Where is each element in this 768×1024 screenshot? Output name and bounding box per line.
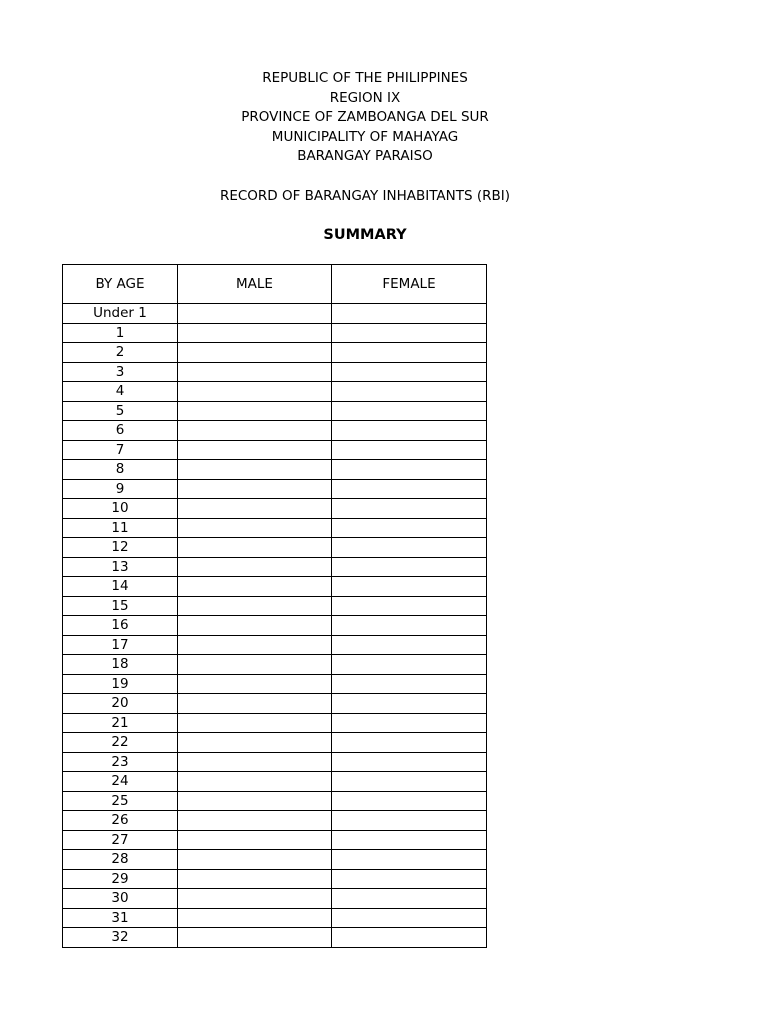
table-row xyxy=(63,830,487,850)
header-line-province: PROVINCE OF ZAMBOANGA DEL SUR xyxy=(241,109,489,125)
male-count-cell[interactable] xyxy=(178,811,332,831)
table-row xyxy=(63,811,487,831)
age-cell: 12 xyxy=(63,538,178,558)
table-row xyxy=(63,616,487,636)
age-cell: Under 1 xyxy=(63,304,178,324)
table-row xyxy=(63,889,487,909)
female-count-cell[interactable] xyxy=(332,635,487,655)
header-line-republic: REPUBLIC OF THE PHILIPPINES xyxy=(262,70,468,86)
age-cell: 29 xyxy=(63,869,178,889)
male-count-cell[interactable] xyxy=(178,908,332,928)
table-row xyxy=(63,791,487,811)
male-count-cell[interactable] xyxy=(178,343,332,363)
male-count-cell[interactable] xyxy=(178,674,332,694)
female-count-cell[interactable] xyxy=(332,889,487,909)
age-cell: 14 xyxy=(63,577,178,597)
female-count-cell[interactable] xyxy=(332,811,487,831)
column-header-female: FEMALE xyxy=(332,265,487,304)
female-count-cell[interactable] xyxy=(332,401,487,421)
female-count-cell[interactable] xyxy=(332,538,487,558)
female-count-cell[interactable] xyxy=(332,557,487,577)
female-count-cell[interactable] xyxy=(332,908,487,928)
male-count-cell[interactable] xyxy=(178,382,332,402)
table-row xyxy=(63,655,487,675)
age-cell: 22 xyxy=(63,733,178,753)
table-row xyxy=(63,752,487,772)
column-header-by-age: BY AGE xyxy=(63,265,178,304)
age-cell: 11 xyxy=(63,518,178,538)
male-count-cell[interactable] xyxy=(178,479,332,499)
header-line-municipality: MUNICIPALITY OF MAHAYAG xyxy=(271,128,459,145)
female-count-cell[interactable] xyxy=(332,460,487,480)
female-count-cell[interactable] xyxy=(332,791,487,811)
female-count-cell[interactable] xyxy=(332,733,487,753)
female-count-cell[interactable] xyxy=(332,850,487,870)
summary-table xyxy=(62,264,487,948)
male-count-cell[interactable] xyxy=(178,733,332,753)
table-row xyxy=(63,518,487,538)
age-cell: 19 xyxy=(63,674,178,694)
male-count-cell[interactable] xyxy=(178,304,332,324)
male-count-cell[interactable] xyxy=(178,557,332,577)
table-row xyxy=(63,421,487,441)
female-count-cell[interactable] xyxy=(332,694,487,714)
table-header-row xyxy=(63,265,487,304)
age-cell: 9 xyxy=(63,479,178,499)
summary-title: SUMMARY xyxy=(323,227,407,243)
age-cell: 30 xyxy=(63,889,178,909)
age-cell: 20 xyxy=(63,694,178,714)
male-count-cell[interactable] xyxy=(178,928,332,948)
age-cell: 10 xyxy=(63,499,178,519)
age-cell: 15 xyxy=(63,596,178,616)
male-count-cell[interactable] xyxy=(178,460,332,480)
table-row xyxy=(63,694,487,714)
age-cell: 21 xyxy=(63,713,178,733)
age-cell: 28 xyxy=(63,850,178,870)
male-count-cell[interactable] xyxy=(178,850,332,870)
female-count-cell[interactable] xyxy=(332,362,487,382)
age-cell: 24 xyxy=(63,772,178,792)
male-count-cell[interactable] xyxy=(178,421,332,441)
age-cell: 3 xyxy=(63,362,178,382)
female-count-cell[interactable] xyxy=(332,869,487,889)
age-cell: 13 xyxy=(63,557,178,577)
age-cell: 16 xyxy=(63,616,178,636)
table-row xyxy=(63,850,487,870)
female-count-cell[interactable] xyxy=(332,421,487,441)
age-cell: 23 xyxy=(63,752,178,772)
table-row xyxy=(63,479,487,499)
female-count-cell[interactable] xyxy=(332,616,487,636)
age-cell: 6 xyxy=(63,421,178,441)
male-count-cell[interactable] xyxy=(178,518,332,538)
age-cell: 7 xyxy=(63,440,178,460)
female-count-cell[interactable] xyxy=(332,596,487,616)
female-count-cell[interactable] xyxy=(332,713,487,733)
female-count-cell[interactable] xyxy=(332,655,487,675)
table-row xyxy=(63,499,487,519)
male-count-cell[interactable] xyxy=(178,323,332,343)
age-cell: 31 xyxy=(63,908,178,928)
age-cell: 1 xyxy=(63,323,178,343)
male-count-cell[interactable] xyxy=(178,694,332,714)
age-cell: 27 xyxy=(63,830,178,850)
male-count-cell[interactable] xyxy=(178,655,332,675)
age-cell: 18 xyxy=(63,655,178,675)
table-row xyxy=(63,362,487,382)
table-row xyxy=(63,772,487,792)
header-line-region: REGION IX xyxy=(329,89,401,106)
age-cell: 17 xyxy=(63,635,178,655)
table-row xyxy=(63,304,487,324)
male-count-cell[interactable] xyxy=(178,596,332,616)
male-count-cell[interactable] xyxy=(178,362,332,382)
age-cell: 26 xyxy=(63,811,178,831)
table-row xyxy=(63,557,487,577)
male-count-cell[interactable] xyxy=(178,577,332,597)
male-count-cell[interactable] xyxy=(178,616,332,636)
male-count-cell[interactable] xyxy=(178,401,332,421)
male-count-cell[interactable] xyxy=(178,752,332,772)
male-count-cell[interactable] xyxy=(178,635,332,655)
female-count-cell[interactable] xyxy=(332,830,487,850)
table-row xyxy=(63,401,487,421)
male-count-cell[interactable] xyxy=(178,538,332,558)
male-count-cell[interactable] xyxy=(178,869,332,889)
header-line-barangay: BARANGAY PARAISO xyxy=(297,148,433,164)
female-count-cell[interactable] xyxy=(332,440,487,460)
summary-table-body xyxy=(63,304,487,948)
table-row xyxy=(63,908,487,928)
table-row xyxy=(63,928,487,948)
table-row xyxy=(63,733,487,753)
age-cell: 8 xyxy=(63,460,178,480)
document-header xyxy=(0,69,730,167)
female-count-cell[interactable] xyxy=(332,518,487,538)
female-count-cell[interactable] xyxy=(332,577,487,597)
female-count-cell[interactable] xyxy=(332,772,487,792)
table-row xyxy=(63,713,487,733)
female-count-cell[interactable] xyxy=(332,304,487,324)
female-count-cell[interactable] xyxy=(332,928,487,948)
male-count-cell[interactable] xyxy=(178,499,332,519)
female-count-cell[interactable] xyxy=(332,479,487,499)
table-row xyxy=(63,596,487,616)
table-row xyxy=(63,674,487,694)
male-count-cell[interactable] xyxy=(178,889,332,909)
table-row xyxy=(63,440,487,460)
table-row xyxy=(63,538,487,558)
male-count-cell[interactable] xyxy=(178,830,332,850)
age-cell: 32 xyxy=(63,928,178,948)
male-count-cell[interactable] xyxy=(178,713,332,733)
male-count-cell[interactable] xyxy=(178,440,332,460)
female-count-cell[interactable] xyxy=(332,343,487,363)
table-row xyxy=(63,460,487,480)
age-cell: 25 xyxy=(63,791,178,811)
table-row xyxy=(63,382,487,402)
male-count-cell[interactable] xyxy=(178,772,332,792)
female-count-cell[interactable] xyxy=(332,674,487,694)
column-header-male: MALE xyxy=(178,265,332,304)
table-row xyxy=(63,323,487,343)
female-count-cell[interactable] xyxy=(332,323,487,343)
age-cell: 4 xyxy=(63,382,178,402)
table-row xyxy=(63,343,487,363)
female-count-cell[interactable] xyxy=(332,752,487,772)
table-row xyxy=(63,869,487,889)
female-count-cell[interactable] xyxy=(332,382,487,402)
age-cell: 2 xyxy=(63,343,178,363)
record-title: RECORD OF BARANGAY INHABITANTS (RBI) xyxy=(219,188,511,204)
table-row xyxy=(63,577,487,597)
age-cell: 5 xyxy=(63,401,178,421)
table-row xyxy=(63,635,487,655)
female-count-cell[interactable] xyxy=(332,499,487,519)
male-count-cell[interactable] xyxy=(178,791,332,811)
